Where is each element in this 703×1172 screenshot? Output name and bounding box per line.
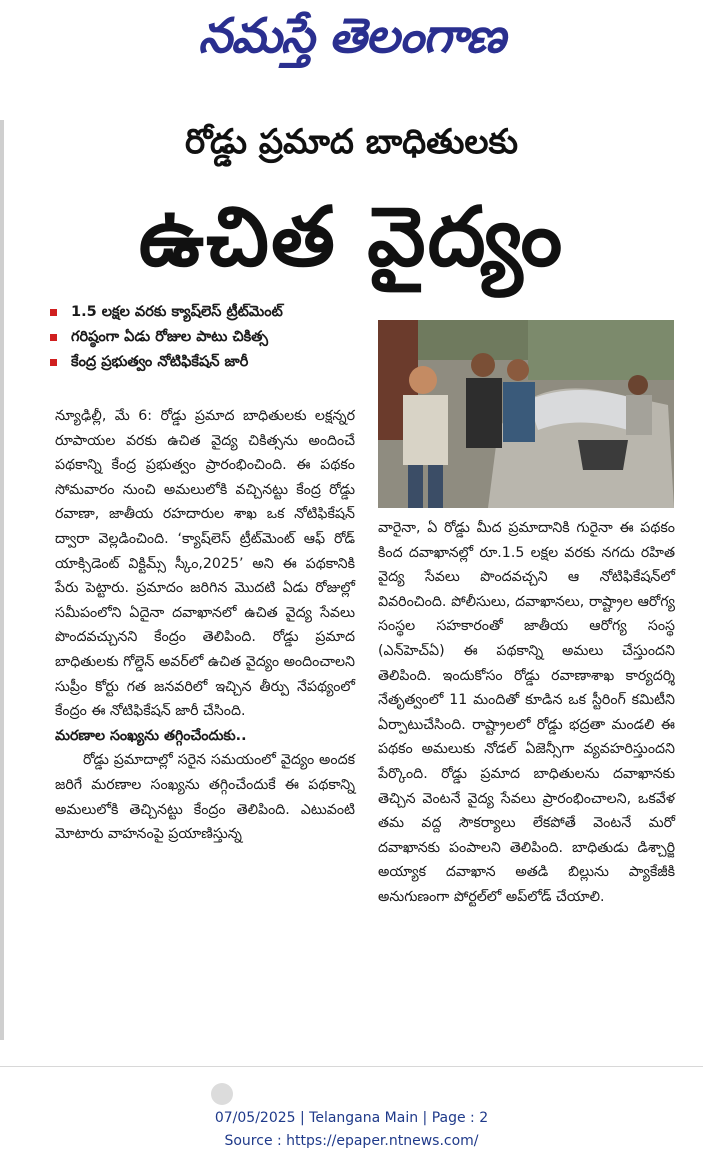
highlight-item bbox=[50, 300, 370, 325]
highlights-list bbox=[50, 300, 370, 375]
masthead bbox=[0, 0, 703, 88]
article-right-column bbox=[378, 516, 675, 910]
highlight-text: కేంద్ర ప్రభుత్వం నోటిఫికేషన్ జారీ bbox=[71, 354, 249, 370]
masthead-title: నమస్తే తెలంగాణ bbox=[198, 8, 505, 64]
article-paragraph: రోడ్డు ప్రమాదాల్లో సరైన సమయంలో వైద్యం అందక జరిగే మరణాల సంఖ్యను తగ్గించేందుకే ఈ పథకాన్ని అమలులోకి తెచ్చినట్టు కేంద్రం తెలిపింది. ఎటువంటి మోటారు వాహనంపై ప్రయాణిస్తున్న bbox=[55, 752, 355, 843]
accident-scene-image bbox=[378, 320, 674, 508]
footer-logo-icon bbox=[211, 1083, 233, 1105]
article-paragraph: న్యూఢిల్లీ, మే 6: రోడ్డు ప్రమాద బాధితులకు లక్షన్నర రూపాయల వరకు ఉచిత వైద్య చికిత్సను అందించే పథకాన్ని కేంద్ర ప్రభుత్వం ప్రారంభించింది. ఈ పథకం సోమవారం నుంచి అమలులోకి వచ్చినట్టు కేంద్ర రోడ్డు రవాణా, జాతీయ రహదారుల శాఖ ఒక నోటిఫికేషన్ ద్వారా వెల్లడించింది. ‘క్యాష్‌లెస్ ట్రీట్‌మెంట్ ఆఫ్ రోడ్ యాక్సిడెంట్ విక్టిమ్స్ స్కీం,2025’ అని ఈ పథకానికి పేరు పెట్టారు. ప్రమాదం జరిగిన మొదటి ఏడు రోజుల్లో సమీపంలోని ఏదైనా దవాఖానలో ఉచిత వైద్య సేవలు పొందవచ్చునని కేంద్రం తెలిపింది. రోడ్డు ప్రమాద బాధితులకు గోల్డెన్ అవర్‌లో ఉచిత వైద్యం అందించాలని సుప్రీం కోర్టు గత జనవరిలో ఇచ్చిన తీర్పు నేపథ్యంలో కేంద్రం ఈ నోటిఫికేషన్ జారీ చేసింది. bbox=[55, 408, 355, 720]
highlight-item bbox=[50, 325, 370, 350]
footer-date-page: 07/05/2025 | Telangana Main | Page : 2 bbox=[214, 1110, 489, 1126]
bullet-square-icon bbox=[50, 334, 57, 341]
footer-divider bbox=[0, 1066, 703, 1067]
headline: ఉచిత వైద్యం bbox=[138, 190, 565, 285]
highlight-item bbox=[50, 350, 370, 375]
bullet-square-icon bbox=[50, 359, 57, 366]
road-accident-photo bbox=[378, 320, 674, 508]
highlight-text: గరిష్ఠంగా ఏడు రోజుల పాటు చికిత్స bbox=[71, 329, 269, 345]
bullet-square-icon bbox=[50, 309, 57, 316]
headline-kicker: రోడ్డు ప్రమాద బాధితులకు bbox=[184, 122, 519, 162]
article-subheading: మరణాల సంఖ్యను తగ్గించేందుకు.. bbox=[55, 727, 247, 744]
footer-source: Source : https://epaper.ntnews.com/ bbox=[224, 1133, 479, 1149]
article-paragraph: వారైనా, ఏ రోడ్డు మీద ప్రమాదానికి గురైనా ఈ పథకం కింద దవాఖానల్లో రూ.1.5 లక్షల వరకు నగదు రహిత వైద్య సేవలు పొందవచ్చని ఆ నోటిఫికేషన్‌లో వివరించింది. పోలీసులు, దవాఖానలు, రాష్ట్రాల ఆరోగ్య సంస్థల సహకారంతో జాతీయ ఆరోగ్య సంస్థ (ఎన్‌హెచ్‌ఏ) ఈ పథకాన్ని అమలు చేస్తుందని తెలిపింది. ఇందుకోసం రోడ్డు రవాణాశాఖ కార్యదర్శి నేతృత్వంలో 11 మందితో కూడిన ఒక స్టీరింగ్ కమిటీని ఏర్పాటుచేసింది. రాష్ట్రాలలో రోడ్డు భద్రతా మండలి ఈ పథకం అమలుకు నోడల్ ఏజెన్సీగా వ్యవహరిస్తుందని పేర్కొంది. రోడ్డు ప్రమాద బాధితులను దవాఖానకు తెచ్చిన వెంటనే వైద్య సేవలు ప్రారంభించాలని, ఒకవేళ తమ వద్ద సౌకర్యాలు లేకపోతే వెంటనే మరో దవాఖానకు పంపాలని తెలిపింది. బాధితుడు డిశ్చార్జి అయ్యాక దవాఖాన అతడి బిల్లును ప్యాకేజీకి అనుగుణంగా పోర్టల్‌లో అప్‌లోడ్ చేయాలి. bbox=[378, 520, 675, 905]
article-left-column bbox=[55, 404, 355, 847]
highlight-text: 1.5 లక్షల వరకు క్యాష్‌లెస్ ట్రీట్‌మెంట్ bbox=[71, 304, 283, 320]
